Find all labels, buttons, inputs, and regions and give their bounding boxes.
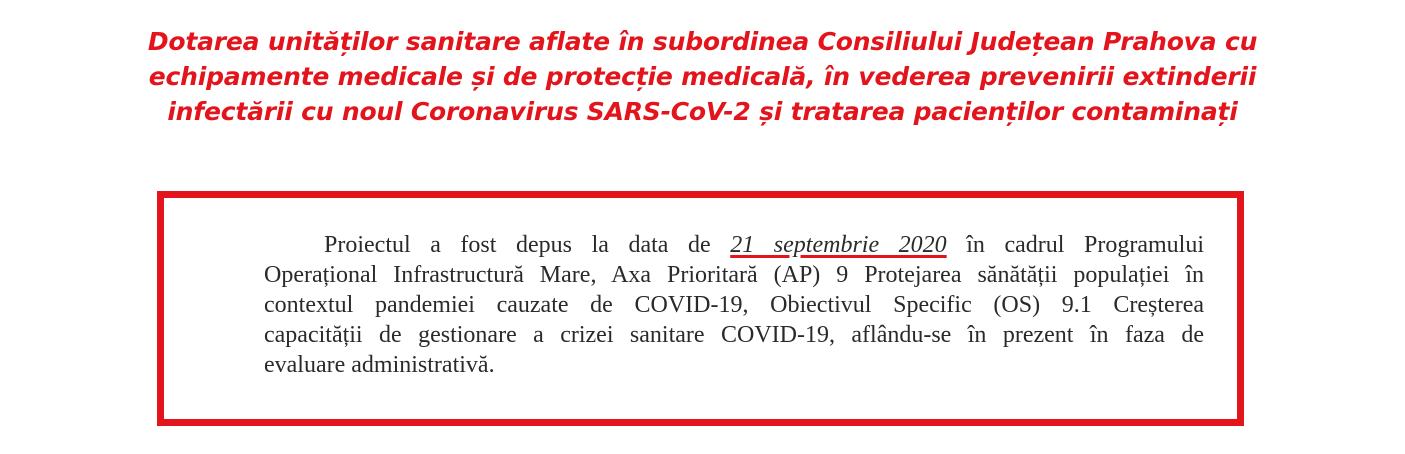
headline-line-1: Dotarea unităților sanitare aflate în subordinea Consiliului Județean Prahova cu bbox=[147, 27, 1258, 56]
excerpt-line-2: Operațional Infrastructură Mare, Axa Prioritară (AP) 9 Protejarea sănătății populației în bbox=[264, 262, 1204, 288]
headline-line-2: echipamente medicale și de protecție medicală, în vederea prevenirii extinderii bbox=[148, 62, 1257, 91]
headline-line-3: infectării cu noul Coronavirus SARS-CoV-2 și tratarea pacienților contaminați bbox=[167, 97, 1238, 126]
excerpt-line-4: capacității de gestionare a crizei sanitare COVID-19, aflându-se în prezent în faza de bbox=[264, 322, 1204, 348]
document-excerpt-frame bbox=[157, 191, 1244, 426]
document-excerpt bbox=[264, 230, 1204, 380]
excerpt-line-1 bbox=[264, 230, 1204, 260]
excerpt-line-3: contextul pandemiei cauzate de COVID-19, Obiectivul Specific (OS) 9.1 Creșterea bbox=[264, 292, 1204, 318]
submission-date: 21 septembrie 2020 bbox=[730, 232, 947, 258]
excerpt-text-after-date: în cadrul Programului bbox=[966, 232, 1205, 258]
excerpt-line-5: evaluare administrativă. bbox=[264, 352, 495, 378]
excerpt-text-before-date: Proiectul a fost depus la data de bbox=[324, 232, 711, 258]
headline bbox=[0, 24, 1405, 129]
